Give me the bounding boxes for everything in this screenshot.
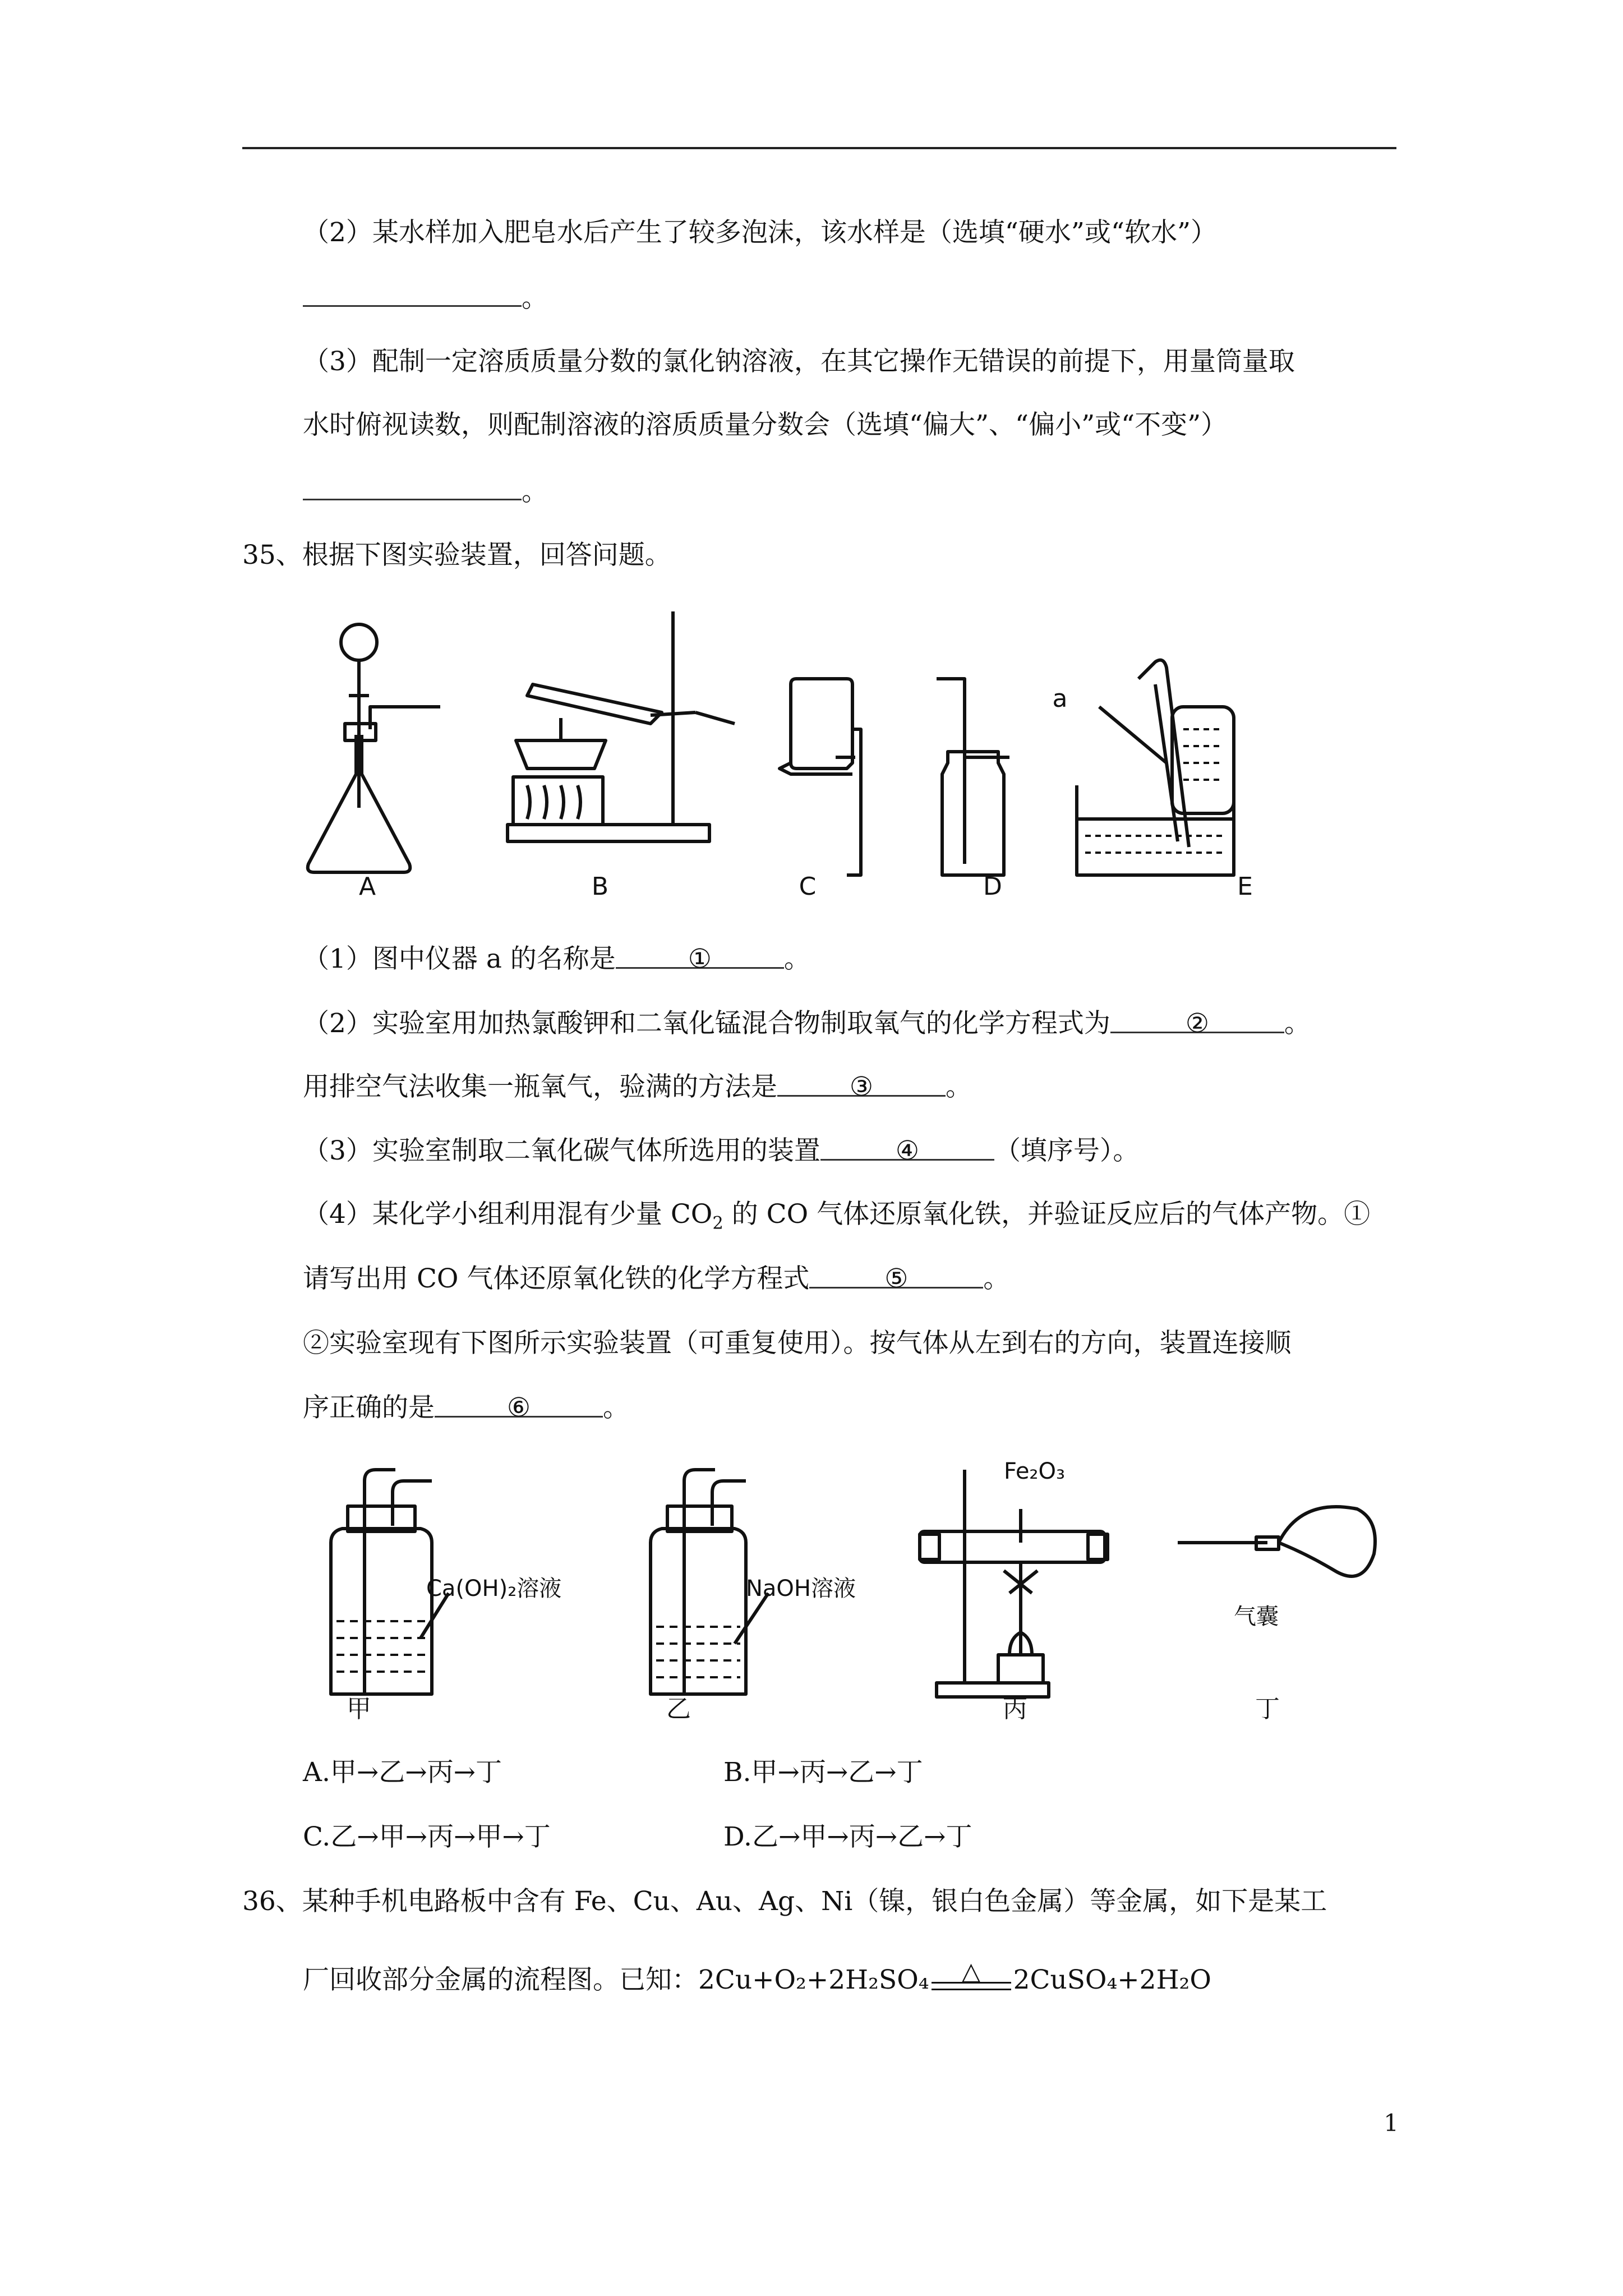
label-c: C [799, 872, 817, 901]
apparatus-a [308, 624, 440, 872]
label-e: E [1237, 872, 1253, 901]
q34-part3-answer: 。 [303, 474, 548, 509]
option-c[interactable]: C.乙→甲→丙→甲→丁 [303, 1821, 551, 1852]
q36-line1: 36、某种手机电路板中含有 Fe、Cu、Au、Ag、Ni（镍，银白色金属）等金属，如下是某工 [242, 1886, 1327, 1917]
equals-line-bottom [932, 1989, 1011, 1990]
q34-part3-line1: （3）配制一定溶质质量分数的氯化钠溶液，在其它操作无错误的前提下，用量筒量取 [303, 346, 1295, 377]
answer-blank-4[interactable]: ④ [820, 1134, 994, 1161]
equals-line-top [932, 1982, 1011, 1984]
label-b: B [591, 872, 609, 901]
header-rule [242, 147, 1396, 149]
q35-s4d: 序正确的是 ⑥ 。 [303, 1392, 629, 1423]
option-a[interactable]: A.甲→乙→丙→丁 [303, 1757, 502, 1788]
delta-symbol: △ [961, 1957, 981, 1986]
q35-title: 35、根据下图实验装置，回答问题。 [242, 540, 671, 570]
q34-part2-line1: （2）某水样加入肥皂水后产生了较多泡沫，该水样是（选填“硬水”或“软水”） [303, 217, 1218, 248]
answer-blank-3[interactable]: ③ [777, 1070, 946, 1097]
equation-right: 2CuSO₄+2H₂O [1013, 1964, 1211, 1995]
answer-blank-6[interactable]: ⑥ [435, 1391, 603, 1418]
label-bing: 丙 [1003, 1695, 1027, 1723]
q34-part2-answer: 。 [303, 280, 548, 315]
naoh-label: NaOH溶液 [746, 1576, 856, 1602]
label-a: A [358, 872, 376, 901]
q35-s1: （1）图中仪器 a 的名称是 ① 。 [303, 944, 810, 974]
label-ding: 丁 [1255, 1695, 1280, 1723]
q36-line2: 厂回收部分金属的流程图。已知：2Cu+O₂+2H₂SO₄ △ 2CuSO₄+2H₂O [303, 1963, 1211, 1999]
label-instrument-a: a [1052, 684, 1068, 713]
q35-s4: （4）某化学小组利用混有少量 $CO_2$ 的 CO 气体还原氧化铁，并验证反应后的气体产物。① [303, 1199, 1371, 1234]
option-d[interactable]: D.乙→甲→丙→乙→丁 [723, 1821, 972, 1852]
q35-s4b: 请写出用 CO 气体还原氧化铁的化学方程式 ⑤ 。 [303, 1263, 1010, 1294]
q35-s2b: 用排空气法收集一瓶氧气，验满的方法是 ③ 。 [303, 1071, 972, 1102]
q35-s3: （3）实验室制取二氧化碳气体所选用的装置 ④ （填序号）。 [303, 1135, 1140, 1166]
label-yi: 乙 [666, 1695, 691, 1723]
label-d: D [983, 872, 1002, 901]
answer-blank-2[interactable]: ② [1110, 1007, 1284, 1033]
option-b[interactable]: B.甲→丙→乙→丁 [723, 1757, 923, 1788]
apparatus-c [780, 679, 861, 875]
caoh2-label: Ca(OH)₂溶液 [426, 1576, 562, 1602]
q34-part3-line2: 水时俯视读数，则配制溶液的溶质质量分数会（选填“偏大”、“偏小”或“不变”） [303, 409, 1228, 440]
page-number: 1 [1384, 2109, 1399, 2137]
q35-s4c: ②实验室现有下图所示实验装置（可重复使用）。按气体从左到右的方向，装置连接顺 [303, 1328, 1292, 1359]
answer-blank[interactable] [303, 474, 522, 500]
apparatus-e [1077, 660, 1234, 875]
answer-blank-1[interactable]: ① [616, 942, 784, 969]
apparatus-b [508, 611, 735, 841]
q35-s2: （2）实验室用加热氯酸钾和二氧化锰混合物制取氧气的化学方程式为 ② 。 [303, 1008, 1311, 1039]
apparatus-d [937, 679, 1009, 875]
fe2o3-label: Fe₂O₃ [1004, 1458, 1065, 1484]
answer-blank[interactable] [303, 280, 522, 307]
airbag-label: 气囊 [1234, 1604, 1279, 1630]
label-jia: 甲 [347, 1695, 371, 1723]
device-bing [920, 1470, 1108, 1697]
answer-blank-5[interactable]: ⑤ [809, 1262, 983, 1289]
device-ding [1178, 1507, 1375, 1576]
equation-left: 2Cu+O₂+2H₂SO₄ [698, 1964, 929, 1995]
equation-heat-sign [929, 1957, 1013, 1999]
